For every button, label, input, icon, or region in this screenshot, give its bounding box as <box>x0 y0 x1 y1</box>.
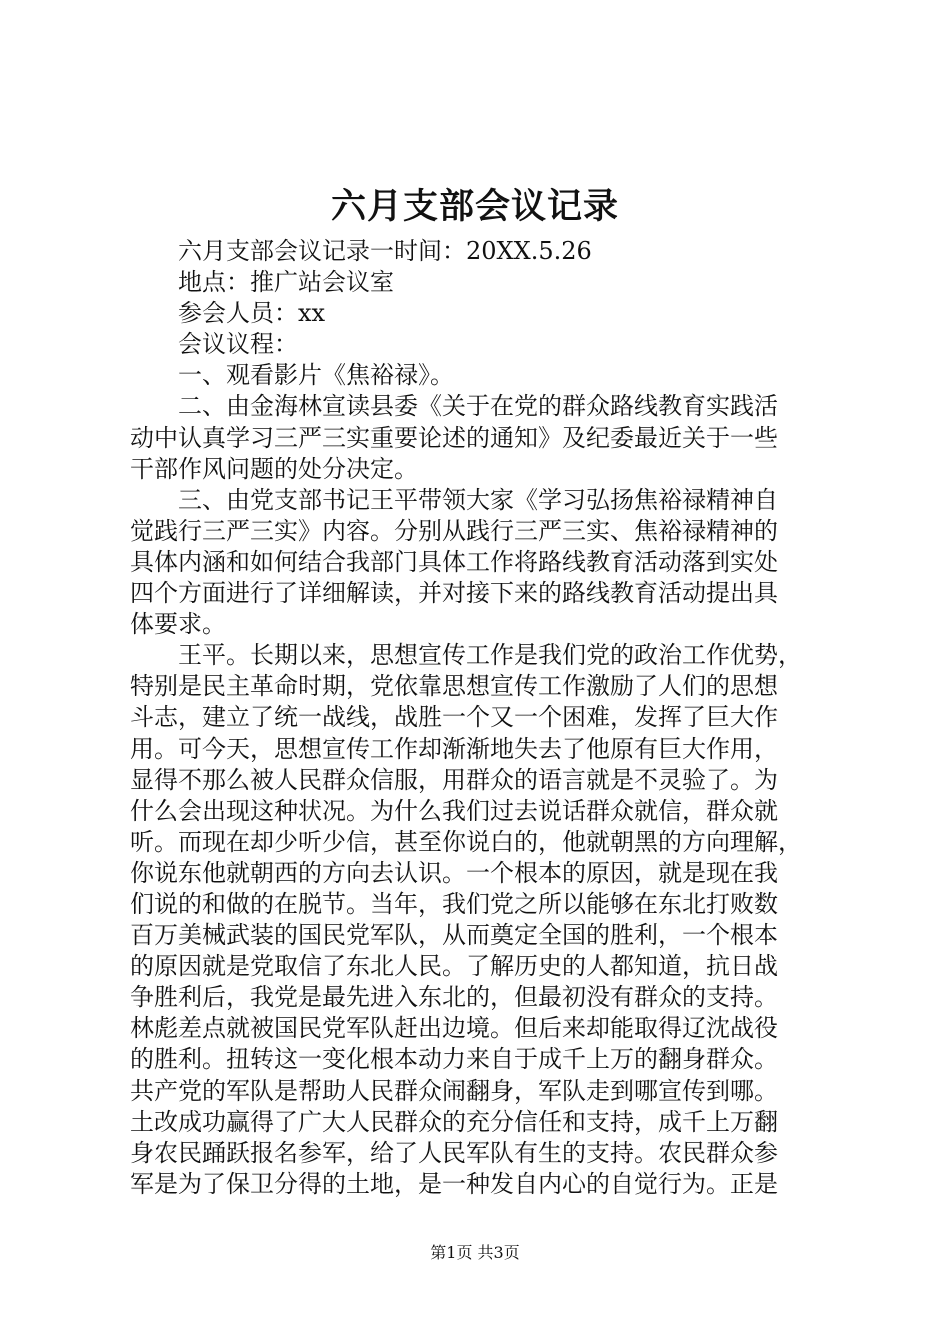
text-line: 共产党的军队是帮助人民群众闹翻身，军队走到哪宣传到哪。 <box>130 1076 778 1105</box>
text-line: 一、观看影片《焦裕禄》。 <box>178 361 454 390</box>
text-line: 土改成功赢得了广大人民群众的充分信任和支持，成千上万翻 <box>130 1107 778 1136</box>
text-line: 王平。长期以来，思想宣传工作是我们党的政治工作优势， <box>178 641 802 670</box>
text-line: 用。可今天，思想宣传工作却渐渐地失去了他原有巨大作用， <box>130 734 778 763</box>
text-line: 你说东他就朝西的方向去认识。一个根本的原因，就是现在我 <box>130 858 778 887</box>
text-line: 三、由党支部书记王平带领大家《学习弘扬焦裕禄精神自 <box>178 485 778 514</box>
text-line: 听。而现在却少听少信，甚至你说白的，他就朝黑的方向理解， <box>130 827 802 856</box>
text-line: 体要求。 <box>130 610 226 639</box>
document-body <box>130 236 830 1200</box>
text-line: 具体内涵和如何结合我部门具体工作将路线教育活动落到实处 <box>130 547 778 576</box>
text-line: 显得不那么被人民群众信服，用群众的语言就是不灵验了。为 <box>130 765 778 794</box>
text-line: 什么会出现这种状况。为什么我们过去说话群众就信，群众就 <box>130 796 778 825</box>
text-line: 的胜利。扭转这一变化根本动力来自于成千上万的翻身群众。 <box>130 1045 778 1074</box>
text-line: 斗志，建立了统一战线，战胜一个又一个困难，发挥了巨大作 <box>130 703 778 732</box>
text-line: 干部作风问题的处分决定。 <box>130 454 418 483</box>
page-number: 第1页 共3页 <box>430 1243 520 1262</box>
text-line: 二、由金海林宣读县委《关于在党的群众路线教育实践活 <box>178 392 778 421</box>
text-line: 争胜利后，我党是最先进入东北的，但最初没有群众的支持。 <box>130 983 778 1012</box>
text-line: 军是为了保卫分得的土地，是一种发自内心的自觉行为。正是 <box>130 1169 778 1198</box>
text-line: 的原因就是党取信了东北人民。了解历史的人都知道，抗日战 <box>130 952 778 981</box>
text-line: 会议议程： <box>178 330 298 359</box>
text-line: 六月支部会议记录一时间：20XX.5.26 <box>178 237 592 265</box>
text-line: 林彪差点就被国民党军队赶出边境。但后来却能取得辽沈战役 <box>130 1014 778 1043</box>
text-line: 四个方面进行了详细解读，并对接下来的路线教育活动提出具 <box>130 579 778 608</box>
text-line: 觉践行三严三实》内容。分别从践行三严三实、焦裕禄精神的 <box>130 516 778 545</box>
text-line: 特别是民主革命时期，党依靠思想宣传工作激励了人们的思想 <box>130 672 778 701</box>
text-line: 地点：推广站会议室 <box>178 268 394 297</box>
text-line: 身农民踊跃报名参军，给了人民军队有生的支持。农民群众参 <box>130 1138 778 1167</box>
text-line: 动中认真学习三严三实重要论述的通知》及纪委最近关于一些 <box>130 423 778 452</box>
text-line: 参会人员：xx <box>178 299 326 328</box>
text-line: 们说的和做的在脱节。当年，我们党之所以能够在东北打败数 <box>130 889 778 918</box>
text-line: 百万美械武装的国民党军队，从而奠定全国的胜利，一个根本 <box>130 921 778 950</box>
document-title: 六月支部会议记录 <box>330 186 619 227</box>
